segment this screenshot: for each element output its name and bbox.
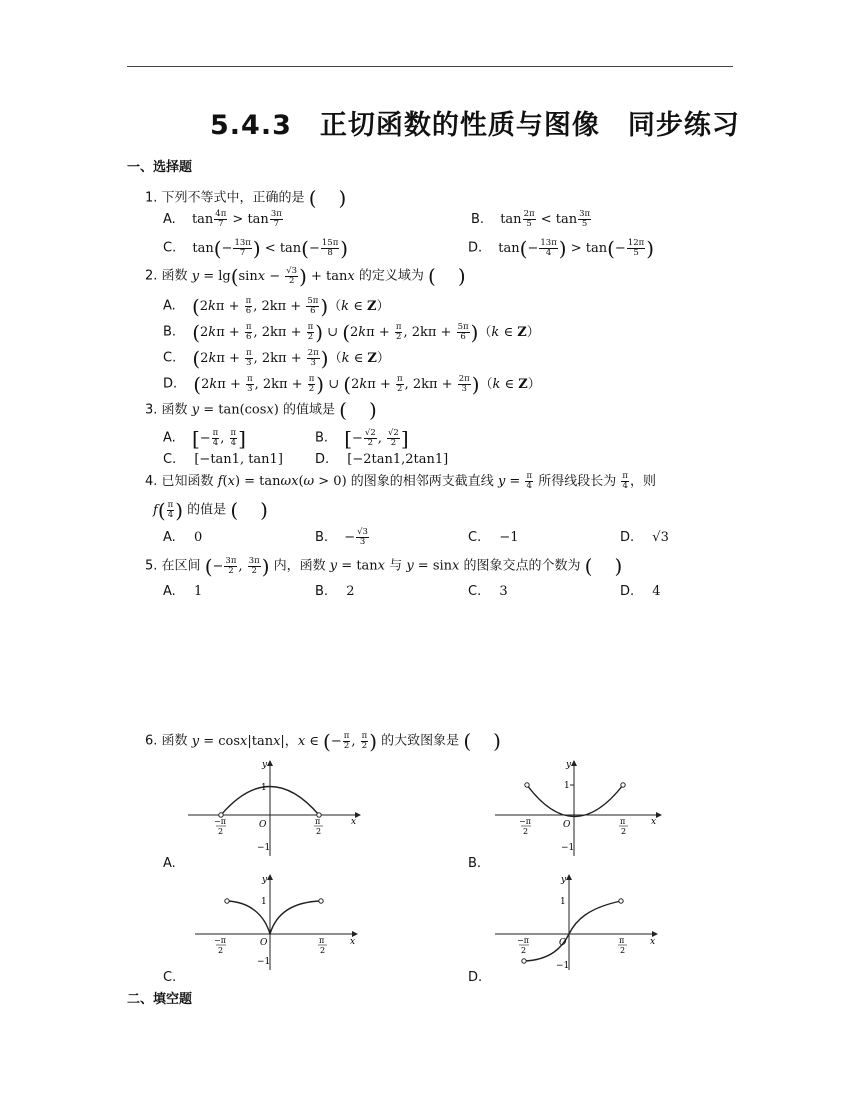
question-stem: 的图象的相邻两支截直线 <box>350 474 494 489</box>
q5-option-c <box>468 584 508 599</box>
option-letter: C. <box>468 530 482 545</box>
answer-blank: ( ) <box>584 554 623 578</box>
option-math: 1 <box>193 584 203 599</box>
q4-option-b <box>315 528 370 547</box>
option-letter: C. <box>163 240 177 256</box>
question-stem: 的大致图象是 <box>381 733 460 749</box>
x-label: x <box>350 937 356 947</box>
graph-option-a <box>183 758 363 858</box>
q4-option-d <box>620 530 669 545</box>
q2-option-c <box>163 346 390 370</box>
option-math: [−tan1, tan1] <box>194 452 283 467</box>
tick-label-neg1: −1 <box>561 843 575 853</box>
question-stem: 函数 <box>161 268 188 284</box>
tick-label-denominator: 2 <box>320 946 326 955</box>
tick-label-1: 1 <box>261 897 267 907</box>
x-axis-arrow-icon <box>656 812 662 818</box>
origin-label: O <box>563 820 571 830</box>
question-number: 3. <box>145 402 158 418</box>
q2-option-a <box>163 294 389 318</box>
option-letter: D. <box>468 240 483 256</box>
answer-blank: ( ) <box>463 729 501 753</box>
tick-label-denominator: 2 <box>521 946 527 955</box>
graph-option-d <box>490 872 665 972</box>
option-letter: C. <box>468 584 482 599</box>
question-stem: 的值是 <box>187 502 227 518</box>
option-letter: A. <box>163 584 176 599</box>
question-math: $\frac{\pi}{4}$ <box>622 471 628 491</box>
answer-blank: ( ) <box>428 264 466 288</box>
x-label: x <box>351 817 357 827</box>
graph-d-label: D. <box>468 970 483 985</box>
q5-option-d <box>620 584 661 599</box>
option-math: [− $\frac{√2}{2}$ , $\frac{√2}{2}$ ] <box>344 426 409 450</box>
question-2 <box>145 264 466 288</box>
question-math: y = lg(sinx − $\frac{√3}{2}$ ) + tanx <box>191 264 355 288</box>
q3-option-c <box>163 452 283 467</box>
answer-blank: ( ) <box>308 186 347 210</box>
question-math: y = $\frac{\pi}{4}$ <box>497 471 533 491</box>
tick-label-denominator: 2 <box>218 827 224 836</box>
tick-label-half-pi: π <box>319 936 325 945</box>
q1-option-d <box>468 236 654 260</box>
question-math: y = cosx|tanx|，x ∈ (− $\frac{\pi}{2}$ , $\frac{\pi}{2}$ ) <box>191 729 378 753</box>
question-math: y = sinx <box>406 558 460 574</box>
q3-option-b <box>315 426 409 450</box>
question-number: 1. <box>145 190 158 206</box>
open-endpoint <box>619 899 623 903</box>
question-1 <box>145 186 346 210</box>
question-stem: 下列不等式中，正确的是 <box>161 190 305 206</box>
question-4 <box>145 470 656 491</box>
option-letter: A. <box>163 430 176 446</box>
option-letter: D. <box>620 530 635 545</box>
curve <box>524 901 621 961</box>
option-math: tan $\frac{4\pi}{7}$ > tan $\frac{3\pi}{7}$ <box>191 209 282 229</box>
question-math: y = tanx <box>329 558 386 574</box>
q2-option-b <box>163 320 540 344</box>
question-math: y = tan(cosx) <box>191 402 283 418</box>
question-number: 5. <box>145 558 158 574</box>
q5-option-a <box>163 584 202 599</box>
curve-right <box>270 901 321 934</box>
x-label: x <box>651 817 657 827</box>
option-math: 3 <box>499 584 508 599</box>
tick-label-neg1: −1 <box>257 843 271 853</box>
q3-option-a <box>163 426 246 450</box>
graph-option-c <box>190 872 365 972</box>
option-letter: D. <box>620 584 635 599</box>
open-endpoint <box>319 899 323 903</box>
tick-label-neg1: −1 <box>556 961 570 971</box>
option-math: tan $\frac{2\pi}{5}$ < tan $\frac{3\pi}{5}$ <box>500 209 591 229</box>
q1-option-c <box>163 236 348 260</box>
y-axis-arrow-icon <box>566 874 572 880</box>
question-4-line-2 <box>153 498 268 522</box>
question-stem: 的值域是 <box>282 402 335 418</box>
question-math: f( $\frac{\pi}{4}$ ) <box>153 498 184 522</box>
section-heading-fill: 二、填空题 <box>127 992 193 1007</box>
y-axis-arrow-icon <box>571 760 577 766</box>
graph-c-label: C. <box>163 970 177 985</box>
option-math: −1 <box>499 530 519 545</box>
q2-option-d <box>163 372 541 396</box>
q4-option-a <box>163 530 202 545</box>
tick-label-half-pi: π <box>619 936 625 945</box>
option-math: √3 <box>652 530 669 545</box>
y-axis-arrow-icon <box>267 760 273 766</box>
q4-option-c <box>468 530 519 545</box>
option-letter: B. <box>315 430 329 446</box>
tick-label-neg-half-pi: −π <box>214 936 226 945</box>
y-label: y <box>262 760 268 770</box>
option-math: [− $\frac{\pi}{4}$ , $\frac{\pi}{4}$ ] <box>191 426 246 450</box>
graph-b-label: B. <box>468 856 482 871</box>
graph-option-b <box>490 758 670 858</box>
curve <box>527 785 623 817</box>
option-math: 4 <box>652 584 661 599</box>
question-6 <box>145 729 501 753</box>
y-label: y <box>566 760 572 770</box>
question-math: f(x) = tanωx(ω > 0) <box>217 474 351 489</box>
question-number: 2. <box>145 268 158 284</box>
q1-option-a <box>163 210 284 229</box>
tick-label-neg-half-pi: −π <box>214 817 226 826</box>
option-math: (2kπ + $\frac{\pi}{6}$ , 2kπ + $\frac{5\pi}{6}$ )（k ∈ Z） <box>191 294 390 318</box>
question-stem: 函数 <box>161 402 188 418</box>
tick-label-1: 1 <box>261 783 267 793</box>
open-endpoint <box>522 959 526 963</box>
question-stem: 的定义域为 <box>358 268 424 284</box>
question-stem: 所得线段长为 <box>538 474 617 489</box>
open-endpoint <box>525 783 529 787</box>
tick-label-half-pi: π <box>315 817 321 826</box>
question-stem: 与 <box>389 558 403 574</box>
graph-a-label: A. <box>163 856 176 871</box>
page-title: 5.4.3 正切函数的性质与图像 同步练习 <box>210 110 740 141</box>
option-letter: C. <box>163 350 177 366</box>
header-rule <box>127 66 733 67</box>
y-axis-arrow-icon <box>267 874 273 880</box>
option-letter: D. <box>315 452 330 467</box>
question-stem: 已知函数 <box>161 474 214 489</box>
tick-label-neg-half-pi: −π <box>517 936 529 945</box>
option-letter: A. <box>163 530 176 545</box>
question-number: 4. <box>145 474 158 489</box>
tick-label-denominator: 2 <box>523 827 529 836</box>
option-math: − $\frac{√3}{3}$ <box>344 527 368 547</box>
question-stem: ，则 <box>629 474 656 489</box>
y-label: y <box>561 875 567 885</box>
tick-label-neg-half-pi: −π <box>519 817 531 826</box>
option-letter: A. <box>163 298 176 314</box>
q5-option-b <box>315 584 354 599</box>
tick-label-denominator: 2 <box>620 946 626 955</box>
question-math: (− $\frac{3\pi}{2}$ , $\frac{3\pi}{2}$ ) <box>204 554 270 578</box>
tick-label-denominator: 2 <box>621 827 627 836</box>
option-math: 2 <box>346 584 355 599</box>
q1-option-b <box>471 210 592 229</box>
open-endpoint <box>225 899 229 903</box>
question-number: 6. <box>145 733 158 749</box>
option-math: [−2tan1,2tan1] <box>347 452 449 467</box>
answer-blank: ( ) <box>339 398 377 422</box>
q3-option-d <box>315 452 448 467</box>
option-math: tan(− $\frac{13\pi}{4}$ ) > tan(− $\frac{12\pi}{5}$ ) <box>498 236 655 260</box>
option-math: tan(− $\frac{13\pi}{7}$ ) < tan(− $\frac{15\pi}{8}$ ) <box>192 236 349 260</box>
y-label: y <box>262 875 268 885</box>
option-letter: B. <box>163 324 177 340</box>
option-letter: A. <box>163 212 176 227</box>
tick-label-half-pi: π <box>620 817 626 826</box>
origin-label: O <box>260 938 268 948</box>
option-letter: B. <box>471 212 485 227</box>
tick-label-1: 1 <box>560 897 566 907</box>
option-letter: B. <box>315 584 329 599</box>
option-letter: B. <box>315 530 329 545</box>
question-5 <box>145 554 622 578</box>
section-heading-choice: 一、选择题 <box>127 160 193 175</box>
x-label: x <box>650 937 656 947</box>
option-letter: C. <box>163 452 177 467</box>
question-stem: 内，函数 <box>273 558 326 574</box>
tick-label-denominator: 2 <box>218 946 224 955</box>
question-stem: 在区间 <box>161 558 201 574</box>
origin-label: O <box>559 938 567 948</box>
question-3 <box>145 398 377 422</box>
option-letter: D. <box>163 376 178 392</box>
question-stem: 函数 <box>161 733 188 749</box>
option-math: 0 <box>193 530 203 545</box>
tick-label-neg1: −1 <box>257 957 271 967</box>
option-math: (2kπ + $\frac{\pi}{6}$ , 2kπ + $\frac{\pi}{2}$ ) ∪ (2kπ + $\frac{\pi}{2}$ , 2kπ + $\frac{5\pi}{6}$ )（k ∈ Z） <box>192 320 540 344</box>
option-math: (2kπ + $\frac{\pi}{3}$ , 2kπ + $\frac{2\pi}{3}$ )（k ∈ Z） <box>192 346 390 370</box>
option-math: (2kπ + $\frac{\pi}{3}$ , 2kπ + $\frac{\pi}{2}$ ) ∪ (2kπ + $\frac{\pi}{2}$ , 2kπ + $\frac{2\pi}{3}$ )（k ∈ Z） <box>193 372 541 396</box>
question-stem: 的图象交点的个数为 <box>463 558 581 574</box>
tick-label-denominator: 2 <box>316 827 322 836</box>
open-endpoint <box>621 783 625 787</box>
tick-label-1: 1 <box>564 781 570 791</box>
answer-blank: ( ) <box>230 498 268 522</box>
origin-label: O <box>259 820 267 830</box>
